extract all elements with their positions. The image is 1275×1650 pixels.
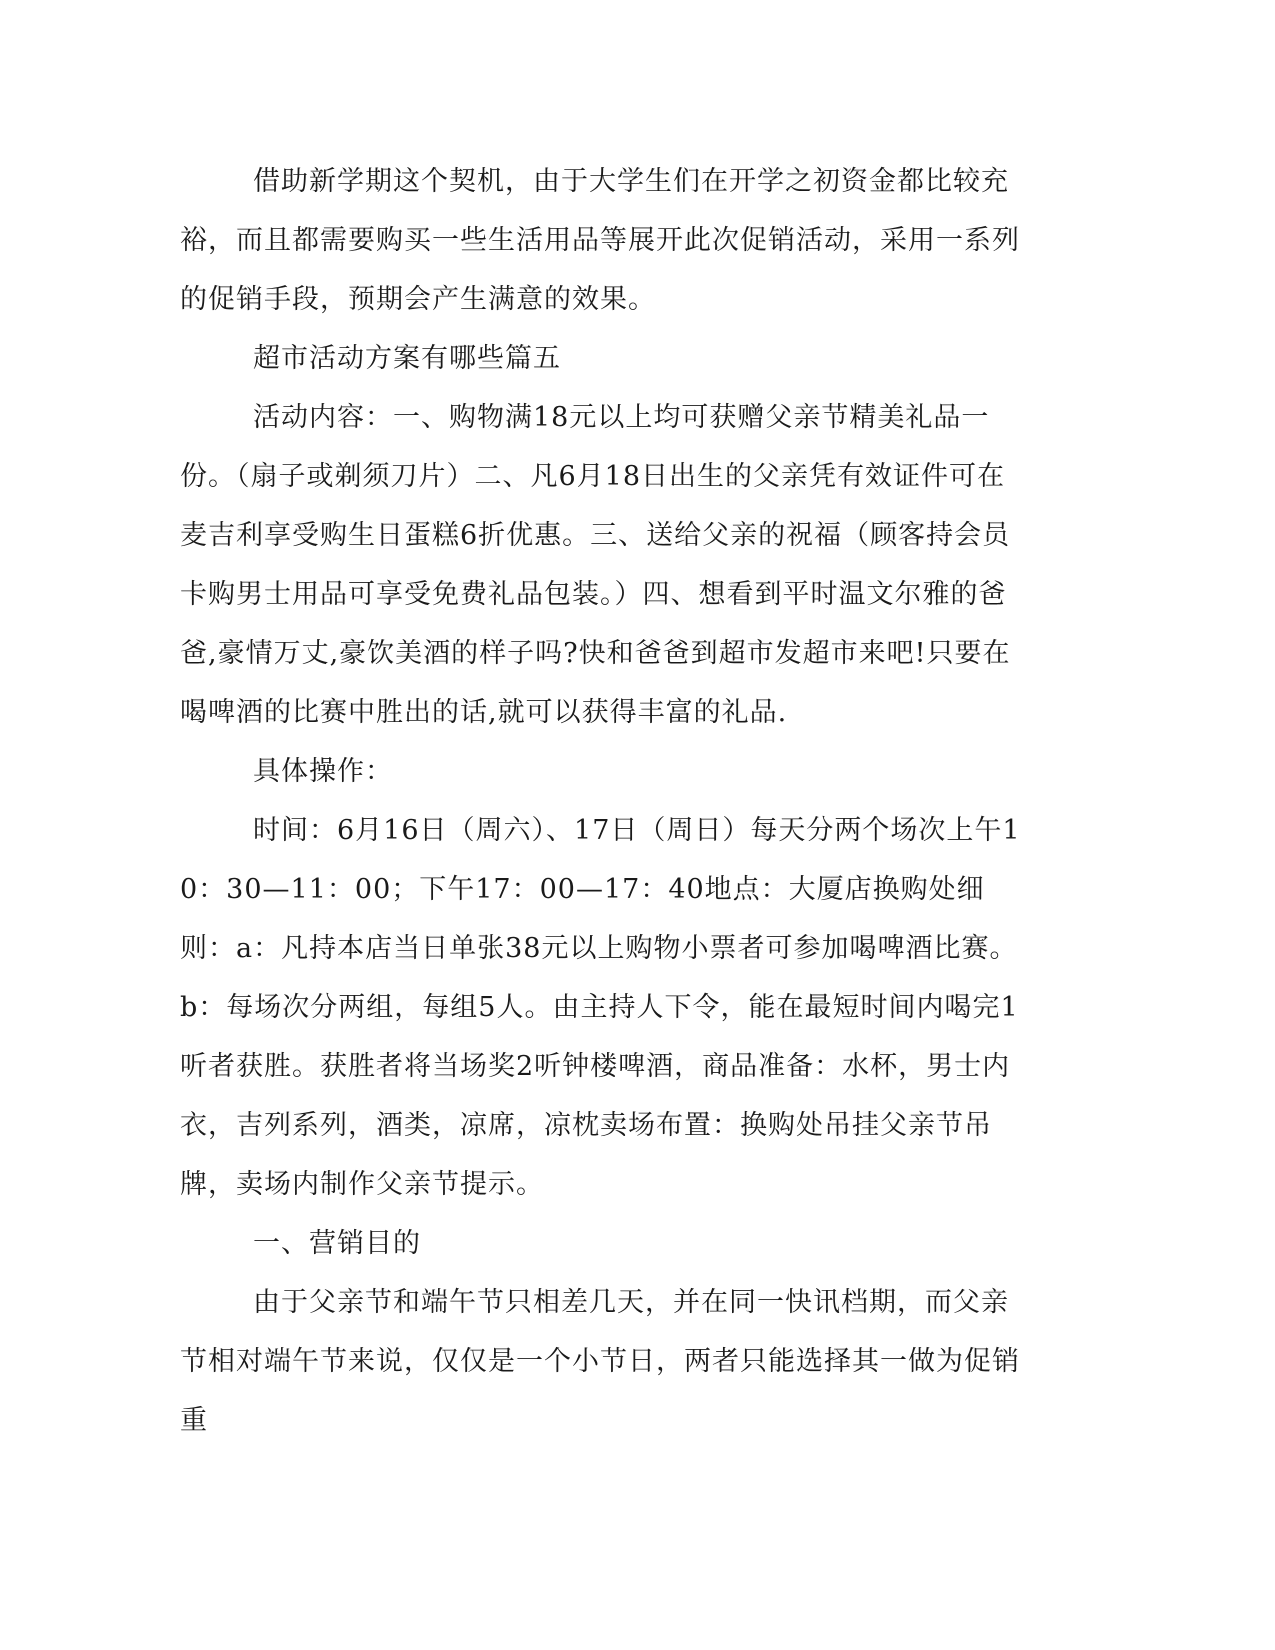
section-heading-part-five: 超市活动方案有哪些篇五 bbox=[253, 343, 561, 374]
section-heading-marketing-purpose: 一、营销目的 bbox=[253, 1228, 421, 1259]
paragraph-activity-content: 活动内容：一、购物满18元以上均可获赠父亲节精美礼品一份。（扇子或剃须刀片）二、凡6月18日出生的父亲凭有效证件可在麦吉利享受购生日蛋糕6折优惠。三、送给父亲的祝福（顾客持会员卡购男士用品可享受免费礼品包装。）四、想看到平时温文尔雅的爸爸,豪情万丈,豪饮美酒的样子吗?快和爸爸到超市发超市来吧!只要在喝啤酒的比赛中胜出的话,就可以获得丰富的礼品. bbox=[180, 402, 1011, 728]
section-heading-operation: 具体操作： bbox=[253, 756, 393, 787]
document-page bbox=[180, 152, 1028, 1450]
paragraph-marketing-purpose: 由于父亲节和端午节只相差几天，并在同一快讯档期，而父亲节相对端午节来说，仅仅是一个小节日，两者只能选择其一做为促销重 bbox=[180, 1287, 1020, 1436]
paragraph-intro: 借助新学期这个契机，由于大学生们在开学之初资金都比较充裕，而且都需要购买一些生活用品等展开此次促销活动，采用一系列的促销手段，预期会产生满意的效果。 bbox=[180, 166, 1020, 315]
paragraph-operation-details: 时间：6月16日（周六）、17日（周日）每天分两个场次上午10：30—11：00；下午17：00—17：40地点：大厦店换购处细则：a：凡持本店当日单张38元以上购物小票者可参加喝啤酒比赛。b：每场次分两组，每组5人。由主持人下令，能在最短时间内喝完1听者获胜。获胜者将当场奖2听钟楼啤酒，商品准备：水杯，男士内衣，吉列系列，酒类，凉席，凉枕卖场布置：换购处吊挂父亲节吊牌，卖场内制作父亲节提示。 bbox=[180, 815, 1021, 1200]
